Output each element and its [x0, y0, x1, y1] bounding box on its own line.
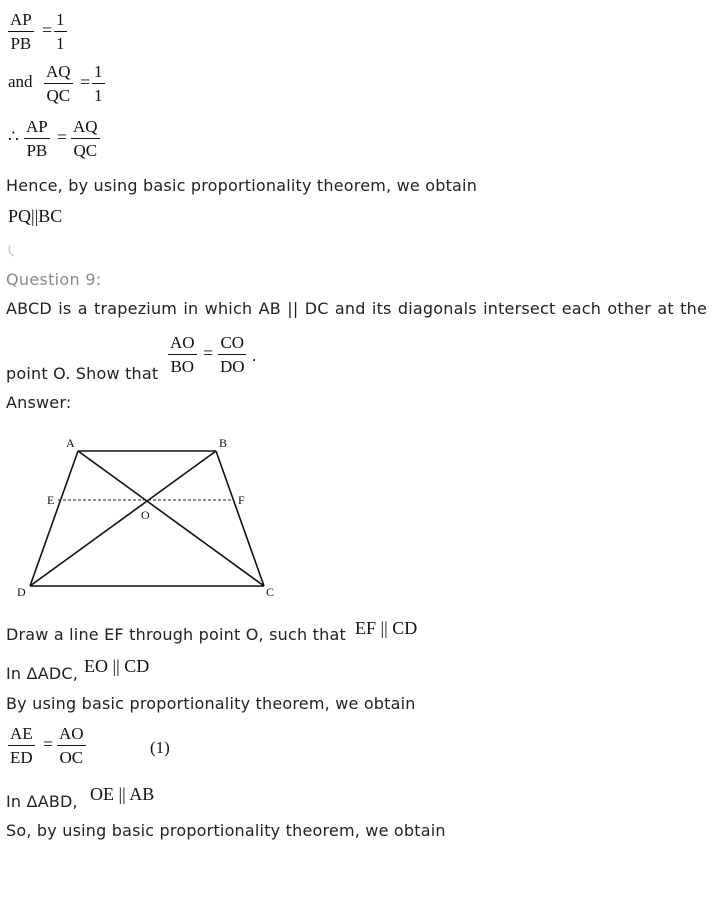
- numerator: AQ: [71, 117, 100, 139]
- step5-text: So, by using basic proportionality theorem, we obtain: [6, 821, 446, 840]
- side-da: [30, 451, 78, 586]
- fraction-co-do: [218, 333, 247, 377]
- equals-sign: =: [43, 734, 54, 754]
- side-bc: [216, 451, 264, 586]
- denominator: OC: [59, 748, 84, 767]
- numerator: AO: [57, 724, 86, 746]
- label-c: C: [266, 585, 275, 599]
- question-text: ABCD is a trapezium in which AB || DC and its diagonals intersect each other at the: [6, 299, 707, 318]
- and-word: and: [8, 72, 33, 91]
- question-show-text: point O. Show that: [6, 364, 159, 383]
- denominator: QC: [46, 86, 71, 105]
- fraction-ae-ed: [8, 724, 35, 768]
- denominator: 1: [56, 34, 65, 53]
- label-o: O: [141, 508, 150, 522]
- numerator: AP: [8, 10, 34, 32]
- numerator: CO: [218, 333, 246, 355]
- equals-sign: =: [57, 127, 68, 147]
- denominator: BO: [170, 357, 195, 376]
- numerator: 1: [54, 10, 67, 32]
- therefore-symbol: ∴: [8, 127, 19, 146]
- fraction-aq-qc: [44, 62, 73, 106]
- step1-text: Draw a line EF through point O, such that: [6, 625, 346, 644]
- numerator: AO: [168, 333, 197, 355]
- label-d: D: [17, 585, 26, 599]
- equals-sign: =: [80, 72, 91, 92]
- denominator: QC: [73, 141, 98, 160]
- denominator: PB: [10, 34, 32, 53]
- fraction-1-1: [54, 10, 67, 54]
- eo-parallel-cd: EO || CD: [84, 656, 150, 676]
- step3-text: By using basic proportionality theorem, we obtain: [6, 694, 416, 713]
- diagonal-ac: [78, 451, 264, 586]
- numerator: AP: [24, 117, 50, 139]
- fraction-aq-qc-2: [71, 117, 100, 161]
- ef-parallel-cd: EF || CD: [355, 618, 418, 638]
- equals-sign: =: [42, 20, 53, 40]
- equation-reference: (1): [150, 738, 170, 757]
- label-a: A: [66, 436, 75, 450]
- label-f: F: [238, 493, 245, 507]
- trapezium-diagram: [0, 420, 300, 610]
- question-title: Question 9:: [6, 270, 102, 289]
- fraction-ap-pb-2: [24, 117, 50, 161]
- hence-text: Hence, by using basic proportionality theorem, we obtain: [6, 176, 478, 195]
- label-b: B: [219, 436, 228, 450]
- denominator: 1: [94, 86, 103, 105]
- decorative-mark: [6, 244, 20, 258]
- numerator: AQ: [44, 62, 73, 84]
- denominator: PB: [26, 141, 48, 160]
- label-e: E: [47, 493, 55, 507]
- step2-text: In ΔADC,: [6, 664, 79, 683]
- fraction-ap-pb: [8, 10, 34, 54]
- diagonal-bd: [30, 451, 216, 586]
- step4-text: In ΔABD,: [6, 792, 78, 811]
- period: .: [252, 346, 257, 365]
- equals-sign: =: [203, 343, 214, 363]
- fraction-ao-bo: [168, 333, 197, 377]
- fraction-1-1-second: [92, 62, 105, 106]
- numerator: 1: [92, 62, 105, 84]
- fraction-ao-oc: [57, 724, 86, 768]
- pq-parallel-bc: PQ||BC: [8, 206, 63, 226]
- answer-label: Answer:: [6, 393, 72, 412]
- denominator: DO: [220, 357, 245, 376]
- numerator: AE: [8, 724, 35, 746]
- denominator: ED: [10, 748, 33, 767]
- oe-parallel-ab: OE || AB: [90, 784, 155, 804]
